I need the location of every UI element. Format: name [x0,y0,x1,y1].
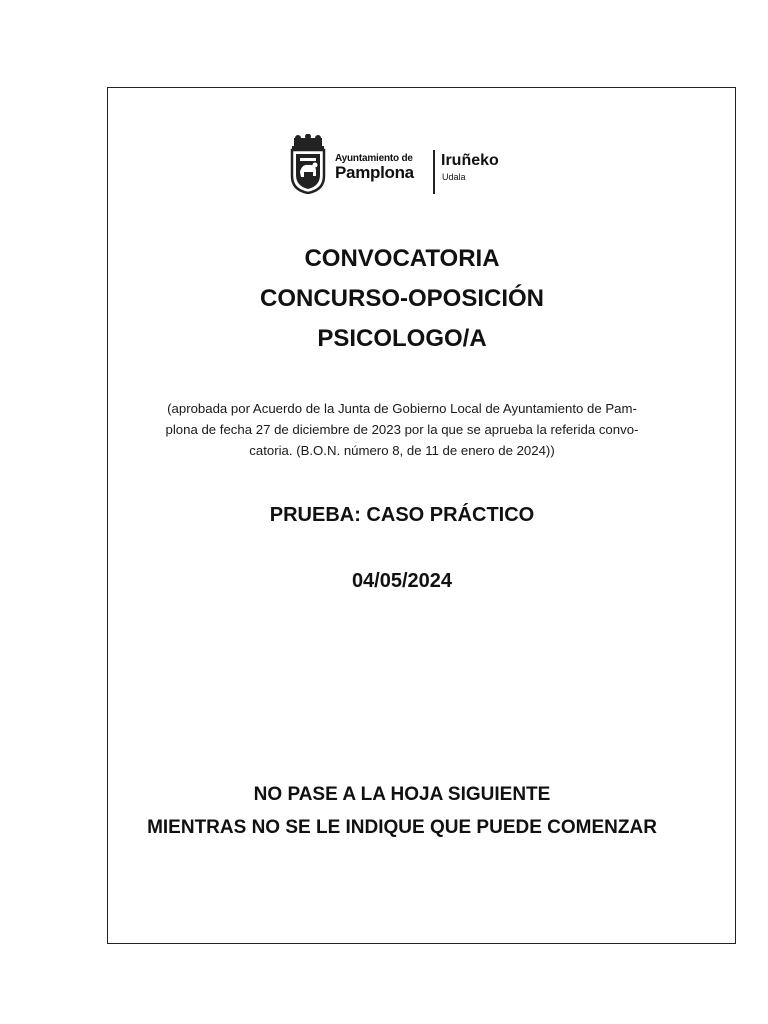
crest-icon [288,134,328,194]
logo-text-udala: Udala [442,172,466,182]
warning-line-1: NO PASE A LA HOJA SIGUIENTE [253,784,551,805]
warning-line-2: MIENTRAS NO SE LE INDIQUE QUE PUEDE COMENZAR [147,817,657,838]
logo-text-ayuntamiento: Ayuntamiento de [335,153,413,164]
note-line: (aprobada por Acuerdo de la Junta de Gobierno Local de Ayuntamiento de Pam- [167,401,637,416]
note-line: plona de fecha 27 de diciembre de 2023 por la que se aprueba la referida convo- [165,422,639,437]
title-line-concurso: CONCURSO-OPOSICIÓN [259,285,544,312]
exam-date: 04/05/2024 [351,570,453,592]
logo-text-pamplona: Pamplona [335,163,414,182]
title-line-position: PSICOLOGO/A [317,325,487,352]
title-line-convocatoria: CONVOCATORIA [304,245,500,272]
logo-text-iruneko: Iruñeko [441,152,499,169]
document-title [107,239,697,359]
approval-note [114,398,690,461]
note-line: catoria. (B.O.N. número 8, de 11 de enero de 2024)) [249,443,555,458]
test-type-heading: PRUEBA: CASO PRÁCTICO [269,504,535,526]
logo-divider [433,150,435,194]
ayuntamiento-logo [288,134,518,196]
